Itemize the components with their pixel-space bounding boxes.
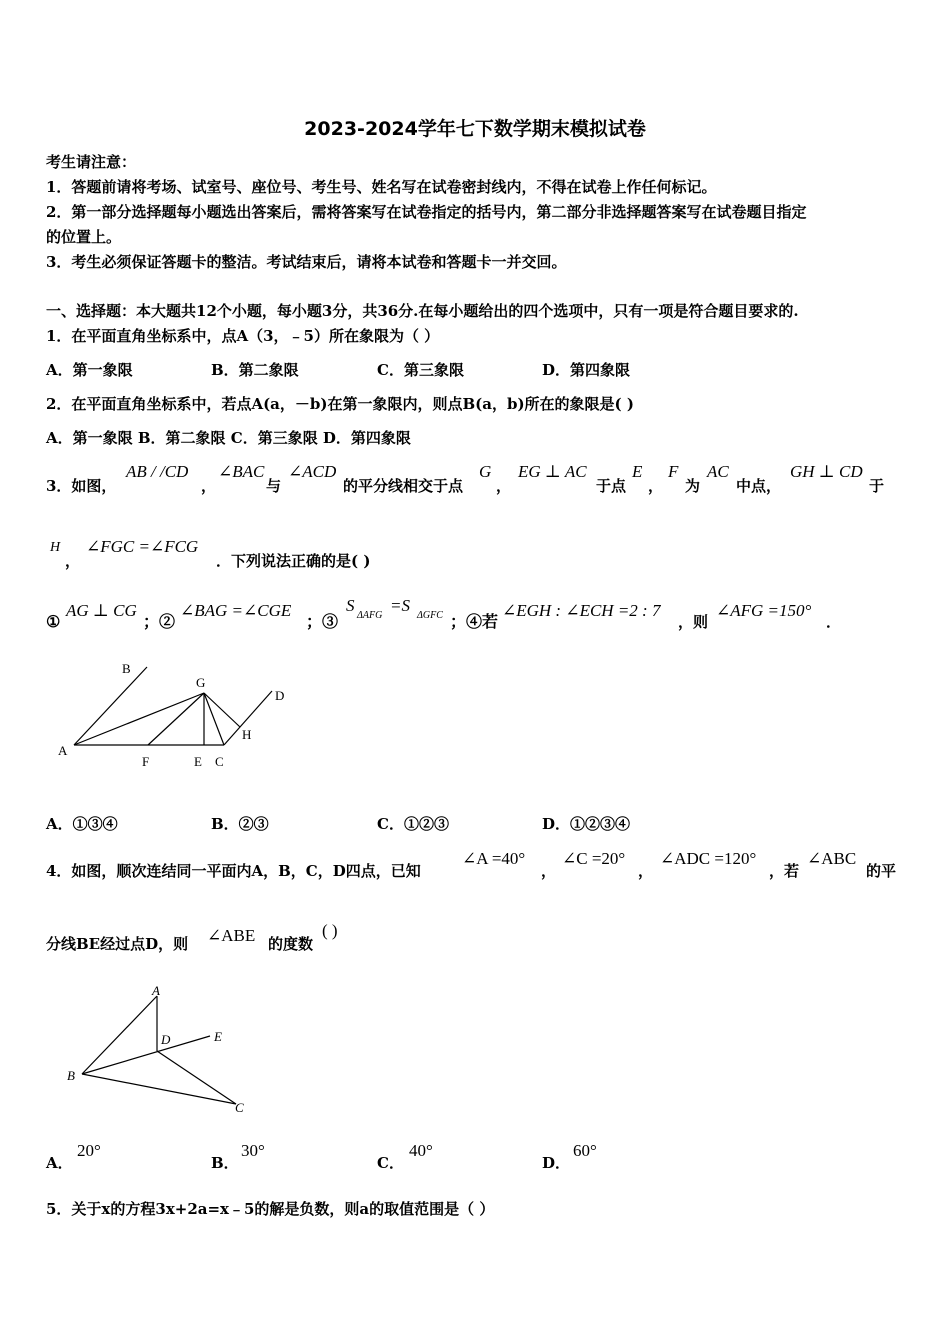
line-ab xyxy=(74,667,147,745)
q4-option-d-value: 60° xyxy=(573,1141,597,1160)
label-g: G xyxy=(196,675,206,690)
q3-text-then: ，则 xyxy=(678,613,709,631)
q3-math-ac: AC xyxy=(707,462,729,481)
q4-text-7: 的度数 xyxy=(268,935,314,953)
q1-stem: 1．在平面直角坐标系中，点A（3，﹣5）所在象限为（ ） xyxy=(46,327,440,345)
q1-option-b: B．第二象限 xyxy=(211,361,299,379)
q3-text-9: 中点， xyxy=(736,477,782,495)
q3-math-angle-ratio: ∠EGH : ∠ECH =2 : 7 xyxy=(502,601,661,620)
q3-math-gh-perp-cd: GH ⊥ CD xyxy=(790,462,863,481)
q2-options: A．第一象限 B．第二象限 C．第三象限 D．第四象限 xyxy=(46,429,411,447)
q3-text-12: ．下列说法正确的是( ) xyxy=(216,552,371,570)
q4-math-angle-abc: ∠ABC xyxy=(807,849,857,868)
q3-math-s-afg-sub: ΔAFG xyxy=(357,610,383,621)
q1-option-d: D．第四象限 xyxy=(542,361,631,379)
q3-math-angle-bag-eq-cge: ∠BAG =∠CGE xyxy=(180,601,292,620)
q3-math-angle-afg: ∠AFG =150° xyxy=(716,601,812,620)
line-gc xyxy=(204,693,224,745)
q3-math-angle-bac: ∠BAC xyxy=(218,462,265,481)
q3-option-c: C．①②③ xyxy=(377,815,449,833)
q4-text-2: ， xyxy=(541,862,557,880)
q3-text-3: 与 xyxy=(266,477,282,495)
q3-statement-1-mark: ① xyxy=(46,612,61,631)
notice-heading: 考生请注意： xyxy=(46,153,137,171)
q5-stem: 5．关于x的方程3x+2a=x﹣5的解是负数，则a的取值范围是（ ） xyxy=(46,1200,495,1218)
q3-text-11: ， xyxy=(65,552,81,570)
q4-math-angle-a: ∠A =40° xyxy=(462,849,526,868)
q3-text-2: ， xyxy=(201,477,217,495)
q4-math-angle-c: ∠C =20° xyxy=(562,849,626,868)
q3-option-d: D．①②③④ xyxy=(542,815,631,833)
q4-math-angle-adc: ∠ADC =120° xyxy=(660,849,757,868)
label-b: B xyxy=(67,1068,75,1083)
page-title: 2023-2024学年七下数学期末模拟试卷 xyxy=(304,118,646,140)
label-c: C xyxy=(215,754,224,769)
q3-math-ab-parallel-cd: AB / /CD xyxy=(126,462,189,481)
q3-math-s-gfc-sub: ΔGFC xyxy=(417,610,443,621)
q3-text-1: 3．如图， xyxy=(46,477,117,495)
q4-text-5: 的平 xyxy=(866,862,897,880)
q3-math-angle-acd: ∠ACD xyxy=(288,462,337,481)
q1-option-a: A．第一象限 xyxy=(46,361,133,379)
q3-statement-3-mark: ；③ xyxy=(306,612,339,631)
q4-option-c-letter: C． xyxy=(377,1154,404,1172)
q3-text-4: 的平分线相交于点 xyxy=(343,477,464,495)
line-fg xyxy=(148,693,204,745)
label-e: E xyxy=(214,1029,222,1044)
q4-option-c-value: 40° xyxy=(409,1141,433,1160)
q3-statement-2-mark: ；② xyxy=(143,612,176,631)
q4-text-1: 4．如图，顺次连结同一平面内A，B，C，D四点，已知 xyxy=(46,862,421,880)
notice-item-1: 1．答题前请将考场、试室号、座位号、考生号、姓名写在试卷密封线内，不得在试卷上作任何标记。 xyxy=(46,178,717,196)
q2-stem: 2．在平面直角坐标系中，若点A(a，－b)在第一象限内，则点B(a，b)所在的象限是( ) xyxy=(46,395,634,413)
q3-text-7: ， xyxy=(648,477,664,495)
q1-option-c: C．第三象限 xyxy=(377,361,464,379)
q3-math-ag-perp-cg: AG ⊥ CG xyxy=(66,601,137,620)
notice-item-2: 2．第一部分选择题每小题选出答案后，需将答案写在试卷指定的括号内，第二部分非选择题答案写在试卷题目指定 xyxy=(46,203,807,221)
label-b: B xyxy=(122,661,131,676)
q3-option-b: B．②③ xyxy=(211,815,269,833)
q3-text-8: 为 xyxy=(685,477,701,495)
line-gh xyxy=(204,693,240,727)
q4-option-a-letter: A． xyxy=(46,1154,73,1172)
notice-item-3: 3．考生必须保证答题卡的整洁。考试结束后，请将本试卷和答题卡一并交回。 xyxy=(46,253,567,271)
q3-math-e: E xyxy=(632,462,643,481)
q4-text-6: 分线BE经过点D，则 xyxy=(46,935,189,953)
q3-math-s: S xyxy=(346,596,355,615)
q4-geometry-figure xyxy=(60,978,260,1118)
q4-option-a-value: 20° xyxy=(77,1141,101,1160)
q4-option-d-letter: D． xyxy=(542,1154,571,1172)
q4-answer-parens: ( ) xyxy=(322,921,338,940)
q3-math-h: H xyxy=(50,540,61,555)
q3-statement-4-mark: ；④若 xyxy=(450,612,499,631)
q4-math-angle-abe: ∠ABE xyxy=(207,926,256,945)
line-ag xyxy=(74,693,204,745)
q3-text-period: ． xyxy=(826,613,842,631)
notice-item-2-cont: 的位置上。 xyxy=(46,228,122,246)
q3-math-eq-s: =S xyxy=(390,596,410,615)
q3-math-eg-perp-ac: EG ⊥ AC xyxy=(518,462,587,481)
q3-text-6: 于点 xyxy=(596,477,627,495)
q3-math-f: F xyxy=(668,462,679,481)
q3-geometry-figure xyxy=(50,655,300,780)
q3-text-5: ， xyxy=(496,477,512,495)
q3-option-a: A．①③④ xyxy=(46,815,118,833)
q4-option-b-value: 30° xyxy=(241,1141,265,1160)
q4-text-3: ， xyxy=(638,862,654,880)
q4-option-b-letter: B． xyxy=(211,1154,239,1172)
label-d: D xyxy=(161,1032,171,1047)
label-f: F xyxy=(142,754,150,769)
section-heading: 一、选择题：本大题共12个小题，每小题3分，共36分.在每小题给出的四个选项中，只有一项是符合题目要求的. xyxy=(46,302,799,320)
line-be xyxy=(82,1036,210,1074)
label-a: A xyxy=(58,743,68,758)
label-a: A xyxy=(152,983,160,998)
q3-text-10: 于 xyxy=(869,477,885,495)
label-h: H xyxy=(242,727,252,742)
label-e: E xyxy=(194,754,202,769)
q3-math-g: G xyxy=(479,462,492,481)
label-c: C xyxy=(235,1100,244,1115)
q4-text-4: ，若 xyxy=(769,862,800,880)
label-d: D xyxy=(275,688,285,703)
q3-math-angle-fgc-eq-fcg: ∠FGC =∠FCG xyxy=(86,537,199,556)
